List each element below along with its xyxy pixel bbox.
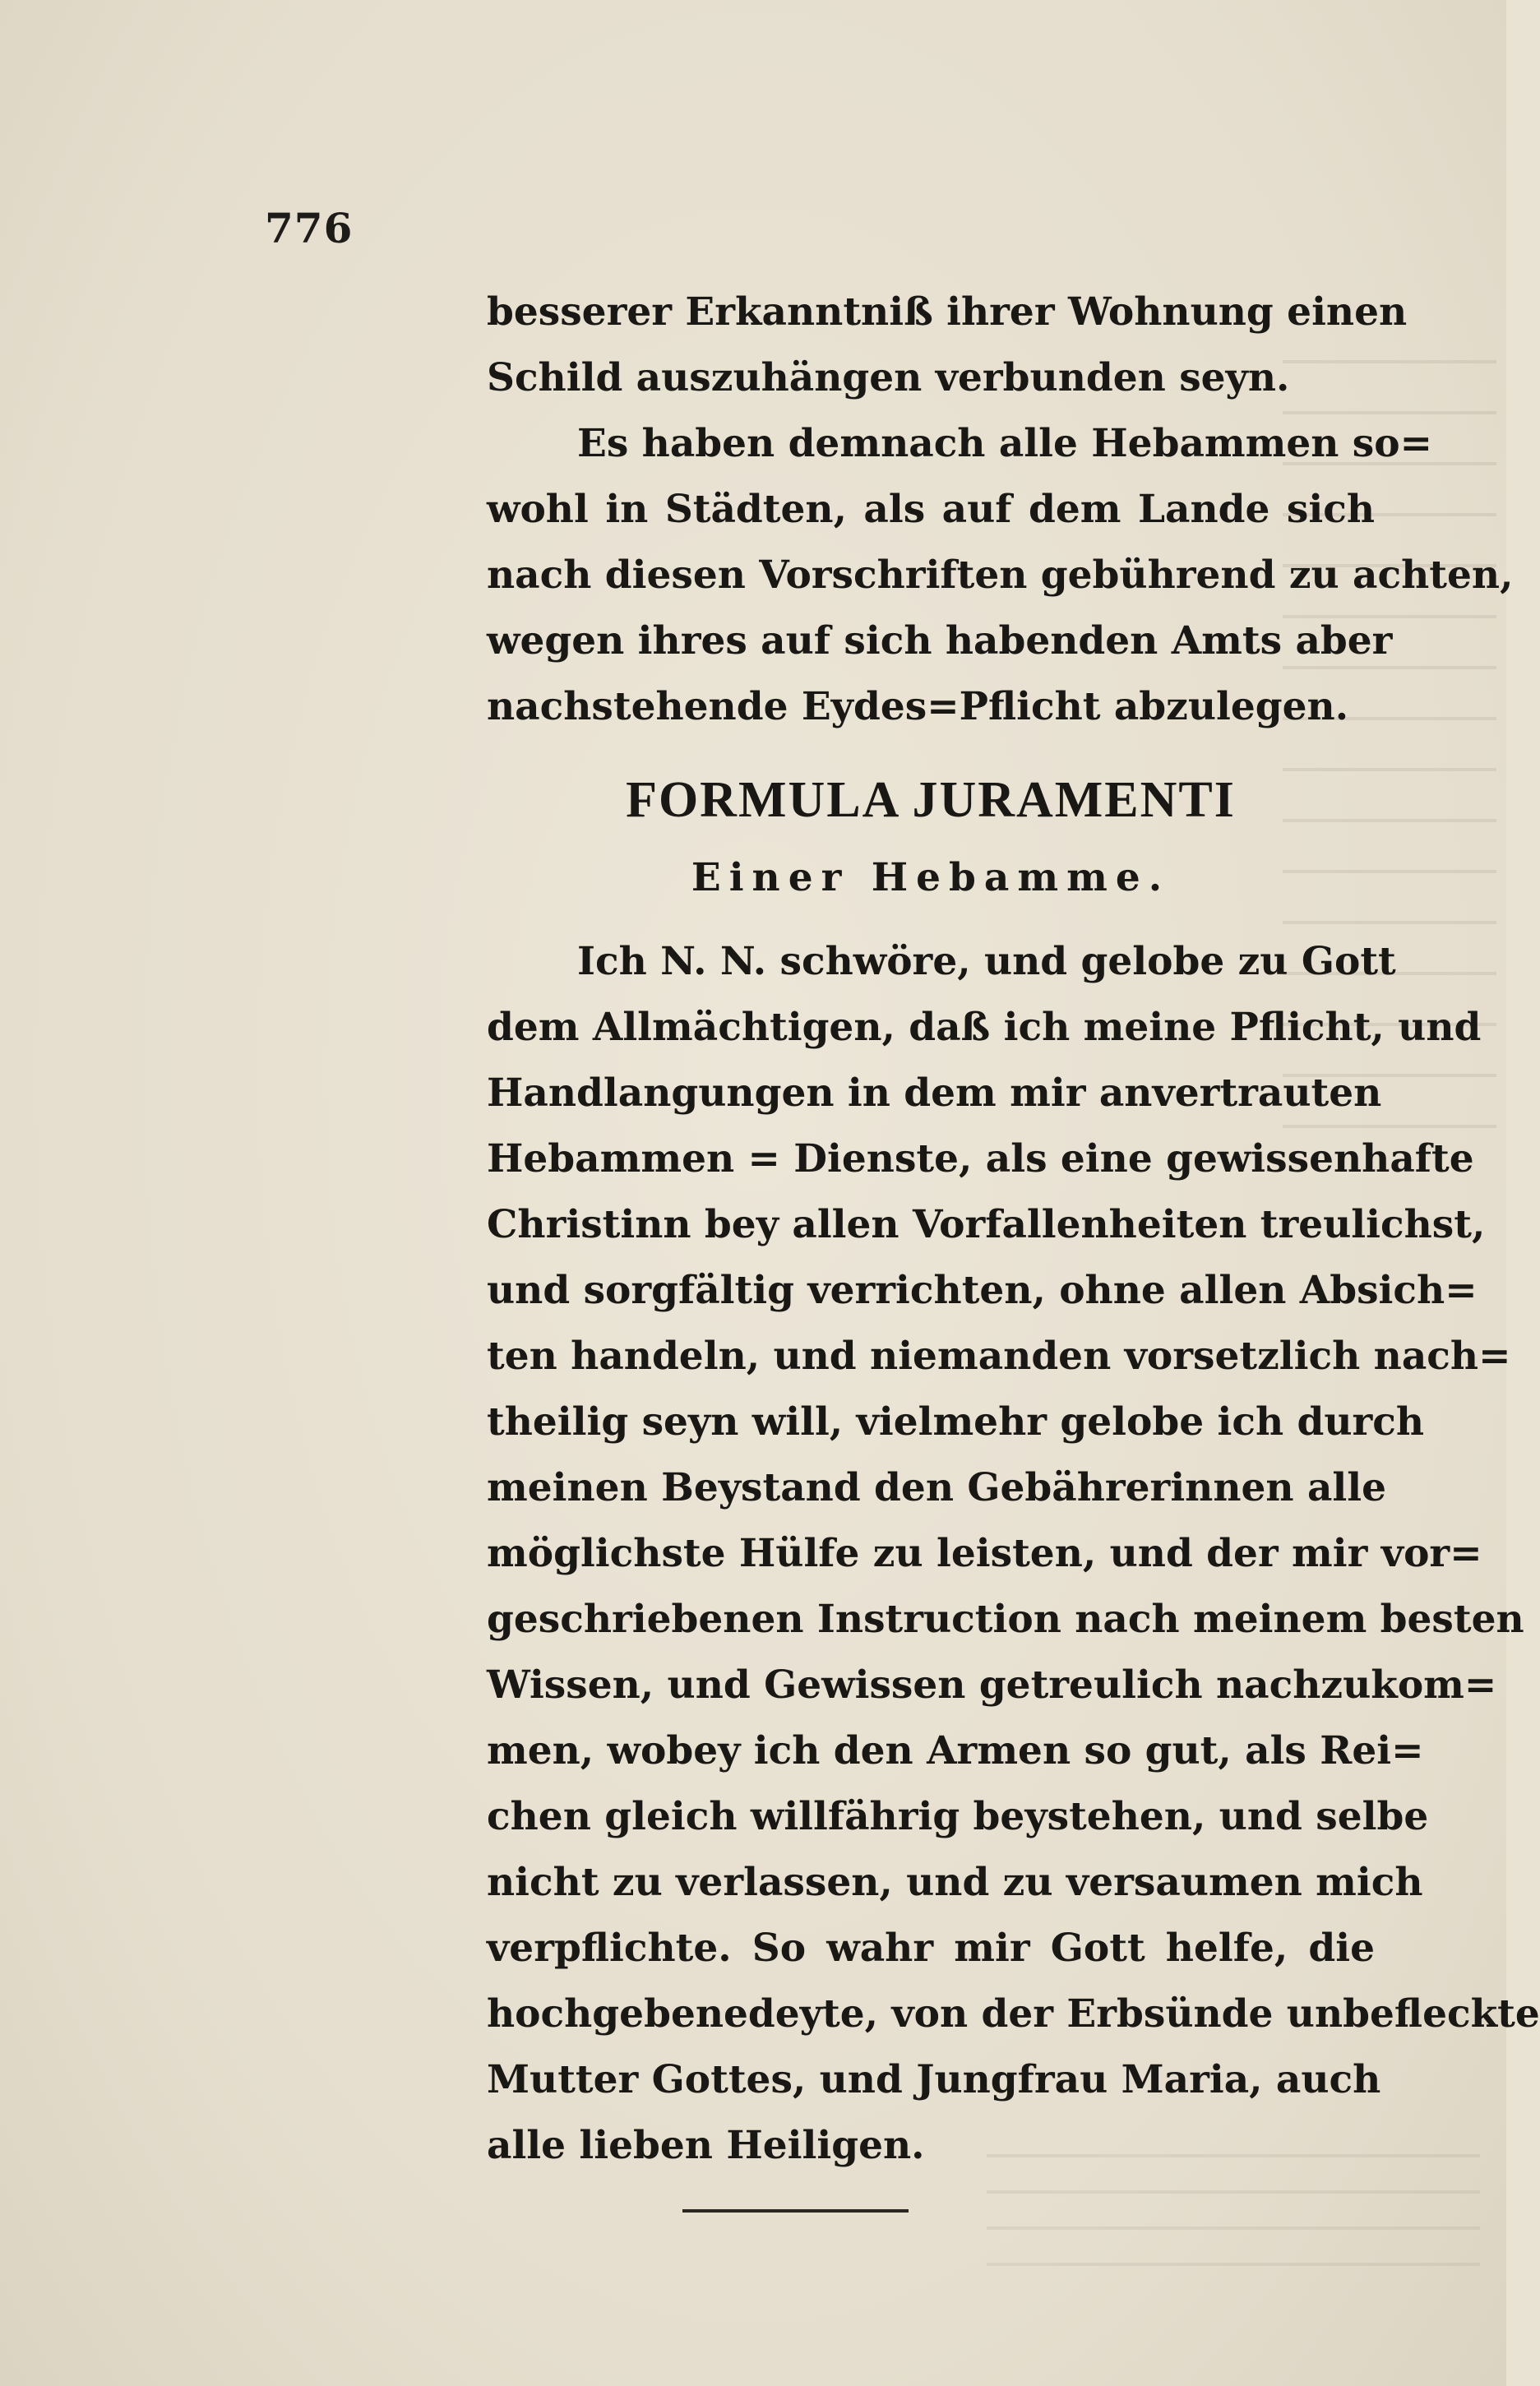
- text-line: Handlangungen in dem mir anvertrauten: [487, 1070, 1382, 1116]
- page-number: 776: [265, 204, 354, 252]
- text-line: nachstehende Eydes=Pflicht abzulegen.: [487, 684, 1349, 729]
- intro-paragraph: [487, 280, 1514, 740]
- text-line: möglichste Hülfe zu leisten, und der mir vor=: [487, 1531, 1482, 1576]
- text-line: Es haben demnach alle Hebammen so=: [577, 421, 1432, 466]
- text-line: chen gleich willfährig beystehen, und selbe: [487, 1794, 1429, 1839]
- end-rule-divider: [682, 2209, 909, 2213]
- text-line: wegen ihres auf sich habenden Amts aber: [487, 618, 1393, 664]
- text-line: verpflichte. So wahr mir Gott helfe, die: [487, 1926, 1375, 1971]
- section-heading: FORMULA JURAMENTI: [626, 772, 1236, 828]
- text-line: und sorgfältig verrichten, ohne allen Absich=: [487, 1268, 1478, 1313]
- text-line: ten handeln, und niemanden vorsetzlich nach=: [487, 1334, 1511, 1379]
- text-line: Christinn bey allen Vorfallenheiten treulichst,: [487, 1202, 1486, 1247]
- text-line: alle lieben Heiligen.: [487, 2123, 925, 2168]
- section-subheading: Einer Hebamme.: [691, 855, 1171, 900]
- text-line: besserer Erkanntniß ihrer Wohnung einen: [487, 289, 1408, 335]
- text-line: Wissen, und Gewissen getreulich nachzukom=: [487, 1662, 1497, 1708]
- text-line: men, wobey ich den Armen so gut, als Rei=: [487, 1728, 1424, 1773]
- text-line: Hebammen = Dienste, als eine gewissenhafte: [487, 1136, 1474, 1181]
- text-line: hochgebenedeyte, von der Erbsünde unbefleckte: [487, 1991, 1540, 2037]
- text-line: Ich N. N. schwöre, und gelobe zu Gott: [577, 939, 1396, 984]
- text-line: meinen Beystand den Gebährerinnen alle: [487, 1465, 1387, 1510]
- text-line: dem Allmächtigen, daß ich meine Pflicht, und: [487, 1005, 1482, 1050]
- text-line: wohl in Städten, als auf dem Lande sich: [487, 487, 1375, 532]
- text-line: Mutter Gottes, und Jungfrau Maria, auch: [487, 2057, 1381, 2102]
- text-line: theilig seyn will, vielmehr gelobe ich durch: [487, 1399, 1425, 1445]
- text-line: geschriebenen Instruction nach meinem besten: [487, 1597, 1524, 1642]
- text-line: nach diesen Vorschriften gebührend zu achten,: [487, 553, 1514, 598]
- text-line: nicht zu verlassen, und zu versaumen mich: [487, 1860, 1423, 1905]
- text-line: Schild auszuhängen verbunden seyn.: [487, 355, 1290, 400]
- oath-paragraph: [487, 929, 1540, 2179]
